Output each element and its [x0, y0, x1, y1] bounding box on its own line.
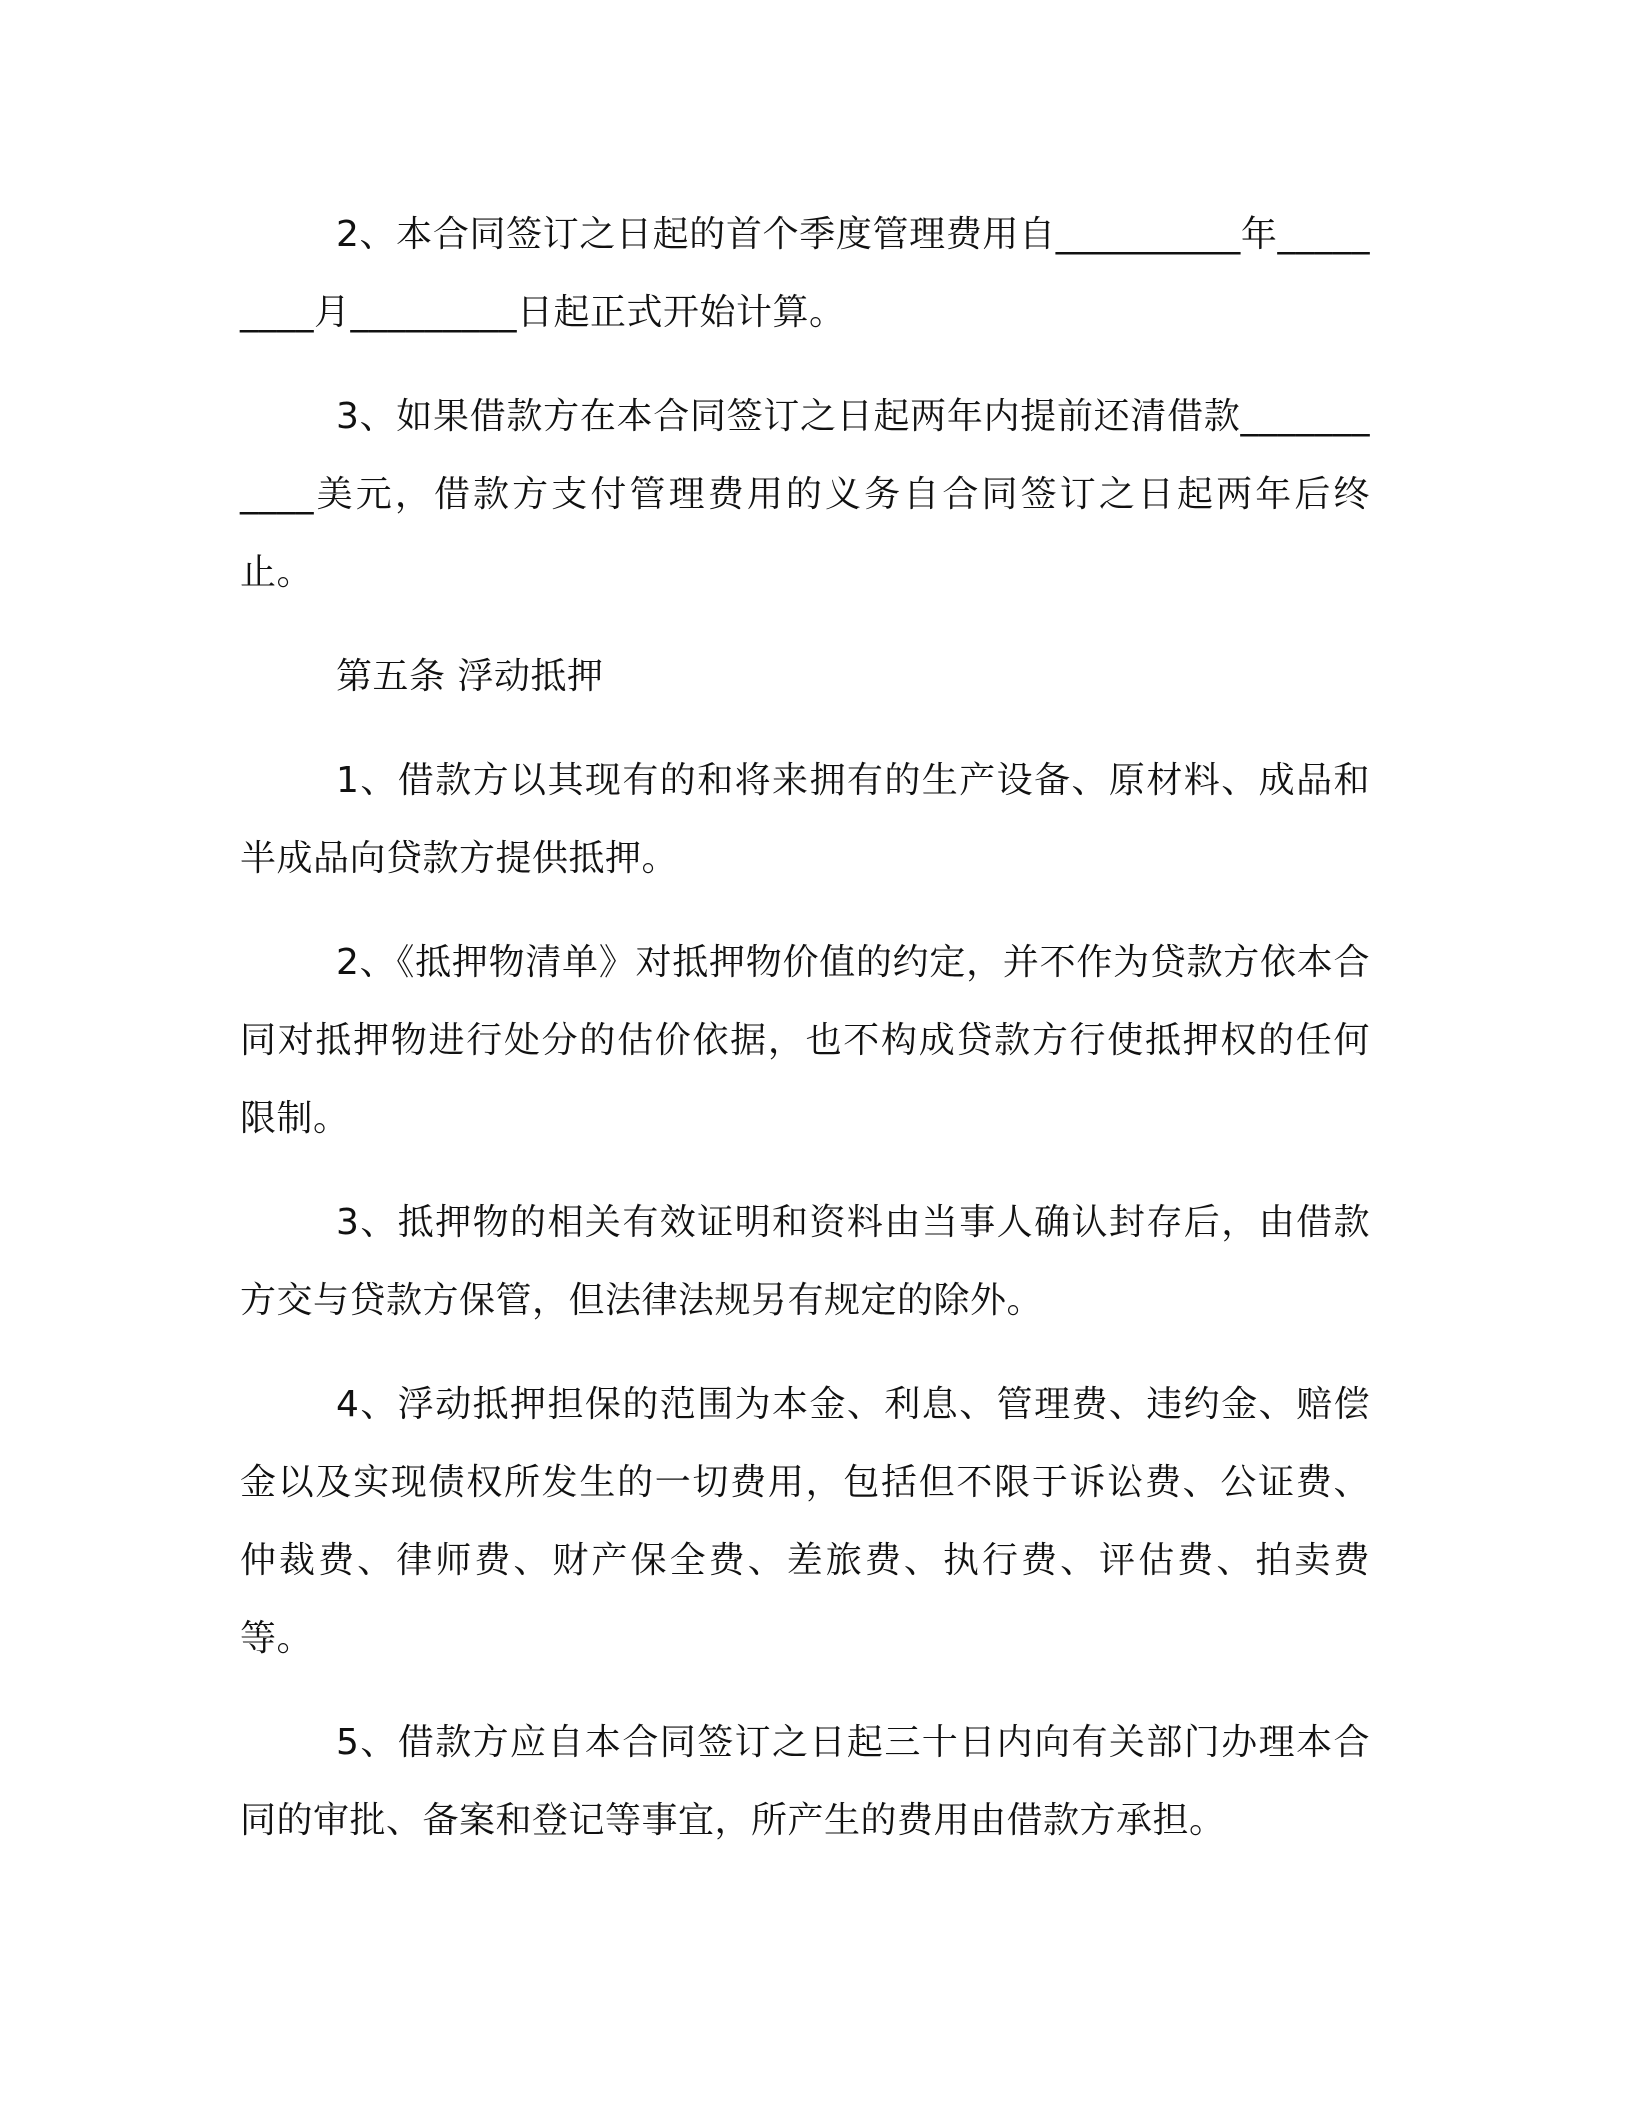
- clause-5-item-4: 4、浮动抵押担保的范围为本金、利息、管理费、违约金、赔偿金以及实现债权所发生的一切费用，包括但不限于诉讼费、公证费、仲裁费、律师费、财产保全费、差旅费、执行费、评估费、拍卖费等。: [240, 1384, 1370, 1659]
- clause-5-item-2: 2、《抵押物清单》对抵押物价值的约定，并不作为贷款方依本合同对抵押物进行处分的估价依据，也不构成贷款方行使抵押权的任何限制。: [240, 942, 1370, 1139]
- clause-4-item-3: 3、如果借款方在本合同签订之日起两年内提前还清借款___________美元，借款方支付管理费用的义务自合同签订之日起两年后终止。: [240, 396, 1370, 593]
- clause-5-item-3: 3、抵押物的相关有效证明和资料由当事人确认封存后，由借款方交与贷款方保管，但法律法规另有规定的除外。: [240, 1202, 1370, 1321]
- clause-5-item-1: 1、借款方以其现有的和将来拥有的生产设备、原材料、成品和半成品向贷款方提供抵押。: [240, 760, 1370, 879]
- section-heading-article-5: 第五条 浮动抵押: [336, 656, 604, 697]
- clause-5-item-5: 5、借款方应自本合同签订之日起三十日内向有关部门办理本合同的审批、备案和登记等事宜，所产生的费用由借款方承担。: [240, 1722, 1370, 1841]
- clause-4-item-2: 2、本合同签订之日起的首个季度管理费用自__________年_________月_________日起正式开始计算。: [240, 214, 1370, 333]
- document-page: [240, 196, 1370, 1860]
